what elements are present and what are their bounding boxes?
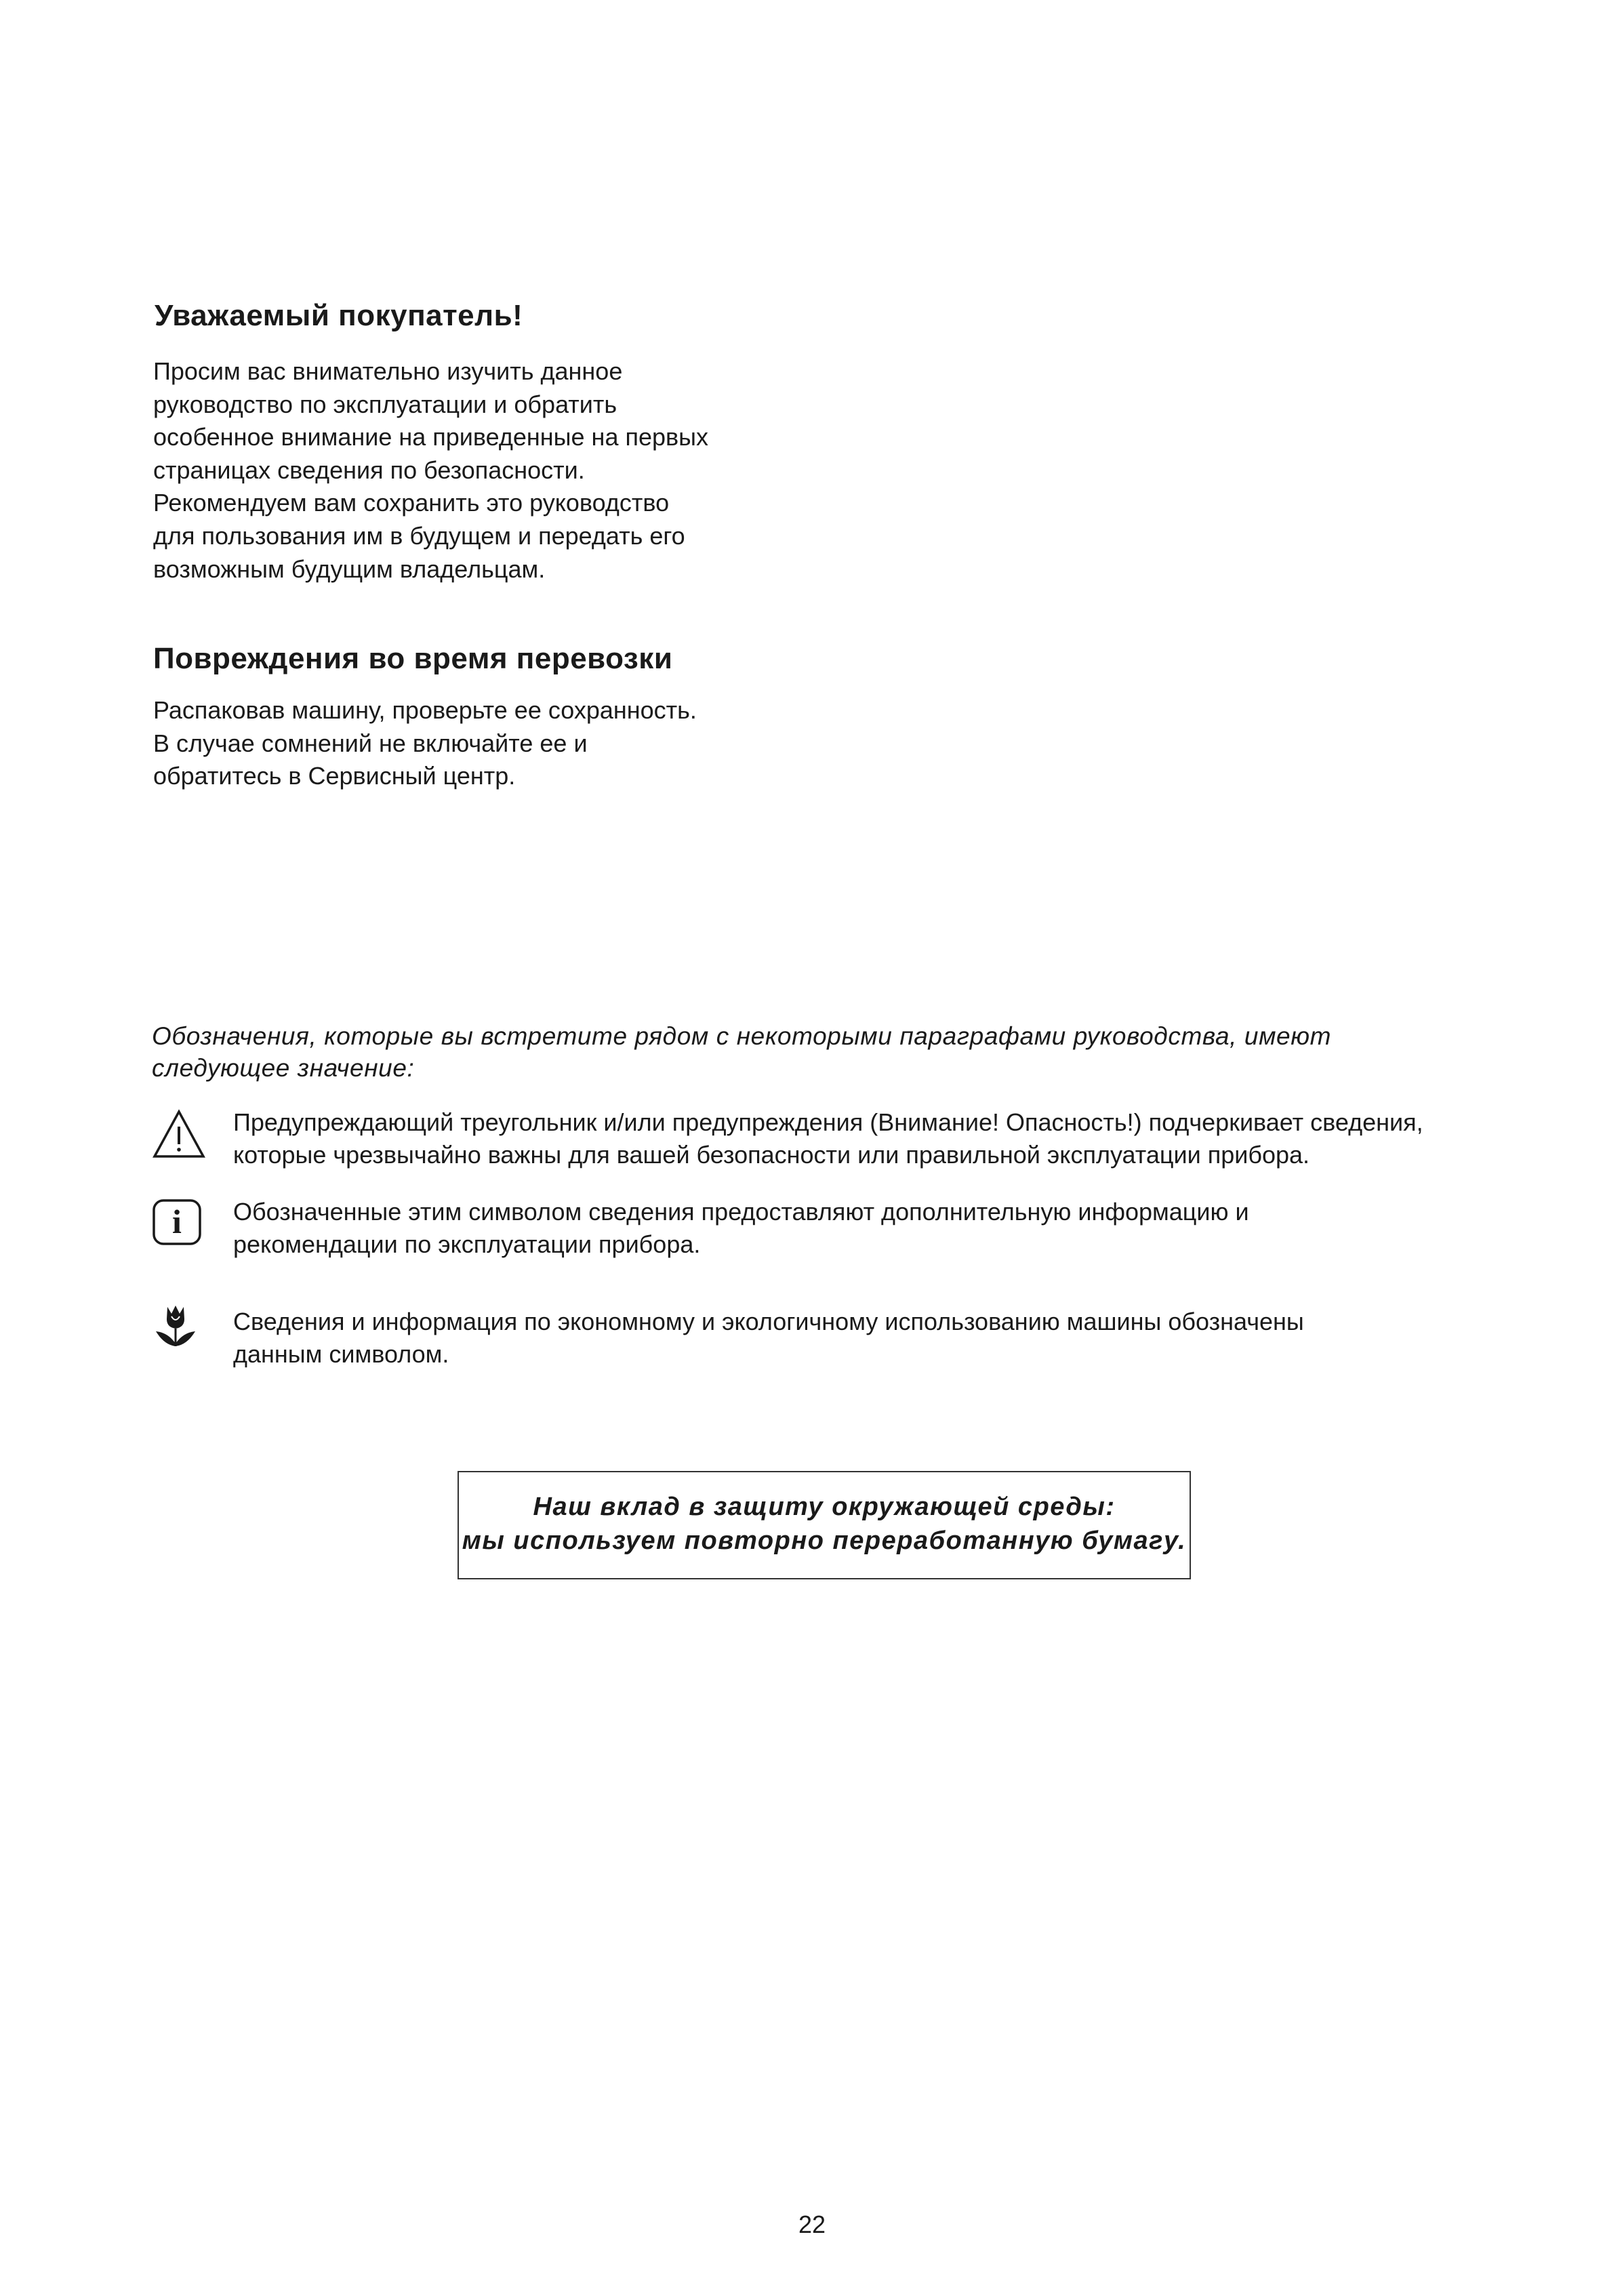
environment-note-line: мы используем повторно переработанную бумагу. (462, 1527, 1187, 1555)
warning-triangle-icon (152, 1108, 206, 1162)
legend-text-info (233, 1196, 1249, 1261)
paragraph-line: возможным будущим владельцам. (153, 554, 546, 583)
paragraph-line: Просим вас внимательно изучить данное (153, 357, 623, 385)
legend-text-line: Обозначенные этим символом сведения предоставляют дополнительную информацию и (233, 1198, 1249, 1226)
section-paragraph-transport-damage (153, 694, 697, 793)
legend-text-line: Предупреждающий треугольник и/или предупреждения (Внимание! Опасность!) подчеркивает сведения, (233, 1108, 1423, 1136)
environment-note-box (458, 1471, 1191, 1579)
info-icon (152, 1198, 202, 1246)
paragraph-line: для пользования им в будущем и передать его (153, 521, 685, 550)
paragraph-line: Распаковав машину, проверьте ее сохранность. (153, 696, 697, 724)
legend-text-warning (233, 1106, 1423, 1171)
legend-intro-line: Обозначения, которые вы встретите рядом с некоторыми параграфами руководства, имеют (152, 1022, 1332, 1050)
legend-text-line: данным символом. (233, 1340, 449, 1368)
legend-text-line: Сведения и информация по экономному и экологичному использованию машины обозначены (233, 1308, 1304, 1335)
page-number: 22 (798, 2210, 826, 2238)
paragraph-line: руководство по эксплуатации и обратить (153, 390, 617, 418)
section-heading-dear-customer: Уважаемый покупатель! (155, 299, 523, 332)
legend-item-eco (152, 1301, 1507, 1376)
legend-text-line: которые чрезвычайно важны для вашей безопасности или правильной эксплуатации прибора. (233, 1141, 1310, 1169)
legend-text-eco (233, 1306, 1304, 1371)
tulip-eco-icon (152, 1303, 199, 1350)
paragraph-line: страницах сведения по безопасности. (153, 456, 585, 484)
environment-note-line: Наш вклад в защиту окружающей среды: (533, 1493, 1116, 1521)
paragraph-line: обратитесь в Сервисный центр. (153, 762, 516, 790)
legend-item-warning (152, 1105, 1507, 1179)
environment-note-text (459, 1490, 1190, 1558)
symbols-legend-intro (152, 1020, 1440, 1084)
section-paragraph-dear-customer (153, 355, 708, 586)
section-heading-transport-damage: Повреждения во время перевозки (153, 642, 673, 675)
paragraph-line: В случае сомнений не включайте ее и (153, 729, 588, 757)
legend-text-line: рекомендации по эксплуатации прибора. (233, 1230, 701, 1258)
paragraph-line: Рекомендуем вам сохранить это руководство (153, 489, 670, 517)
legend-item-info (152, 1193, 1507, 1268)
info-icon-glyph: i (172, 1203, 182, 1240)
legend-intro-line: следующее значение: (152, 1054, 415, 1082)
paragraph-line: особенное внимание на приведенные на первых (153, 423, 708, 451)
